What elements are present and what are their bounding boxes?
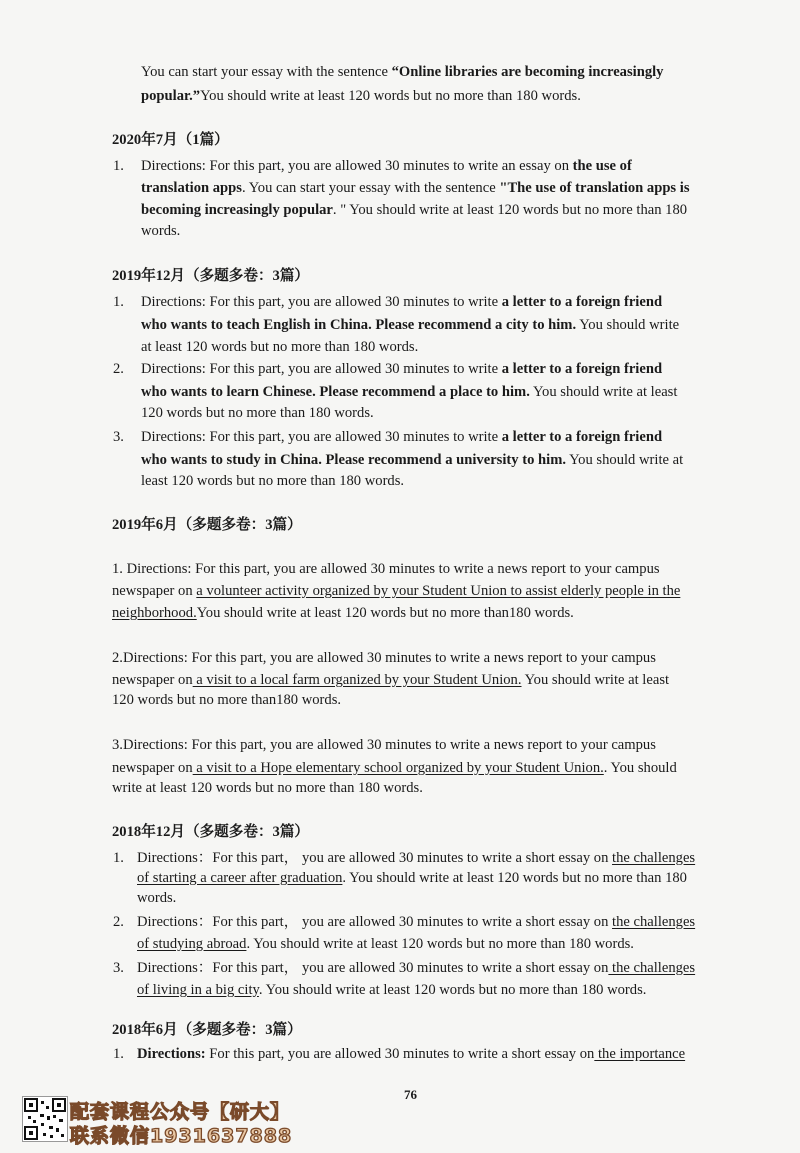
q-line: who wants to learn Chinese. Please recommend a place to him. You should write at least — [141, 384, 678, 400]
section-heading-2020-07: 2020年7月（1篇） — [112, 132, 229, 148]
p-line: 120 words but no more than180 words. — [112, 692, 342, 708]
q-line: who wants to study in China. Please recommend a university to him. You should write at — [141, 452, 684, 468]
q-line: Directions：For this part， you are allowed 30 minutes to write a short essay on the challenges — [137, 960, 696, 976]
item-number: 1. — [113, 158, 124, 174]
item-number: 1. — [113, 850, 124, 866]
q-line: of studying abroad. You should write at least 120 words but no more than 180 words. — [137, 936, 634, 952]
item-number: 1. — [113, 294, 124, 310]
section-heading-2018-06: 2018年6月（多题多卷：3篇） — [112, 1022, 302, 1038]
q-line: 120 words but no more than 180 words. — [141, 405, 374, 421]
item-number: 3. — [113, 429, 124, 445]
intro-line-2: popular.”You should write at least 120 words but no more than 180 words. — [141, 88, 581, 104]
q-line: Directions：For this part， you are allowed 30 minutes to write a short essay on the challenges — [137, 914, 696, 930]
p-line: newspaper on a visit to a Hope elementary school organized by your Student Union.. You should — [112, 760, 677, 776]
q-line: Directions: For this part, you are allowed 30 minutes to write an essay on the use of — [141, 158, 632, 174]
p-line: neighborhood.You should write at least 120 words but no more than180 words. — [112, 605, 574, 621]
q-line: Directions：For this part， you are allowed 30 minutes to write a short essay on the challenges — [137, 850, 696, 866]
q-line: translation apps. You can start your essay with the sentence "The use of translation apps is — [141, 180, 690, 196]
page-number: 76 — [404, 1087, 417, 1102]
q-line: words. — [137, 890, 177, 906]
q-line: of living in a big city. You should write at least 120 words but no more than 180 words. — [137, 982, 647, 998]
q-line: Directions: For this part, you are allowed 30 minutes to write a short essay on the importance — [137, 1046, 686, 1062]
intro-line-1: You can start your essay with the sentence “Online libraries are becoming increasingly — [141, 64, 664, 80]
section-heading-2019-06: 2019年6月（多题多卷：3篇） — [112, 517, 302, 533]
item-number: 3. — [113, 960, 124, 976]
q-line: Directions: For this part, you are allowed 30 minutes to write a letter to a foreign friend — [141, 294, 663, 310]
q-line: becoming increasingly popular. " You should write at least 120 words but no more than 180 — [141, 202, 688, 218]
p-line: 3.Directions: For this part, you are allowed 30 minutes to write a news report to your campus — [112, 737, 656, 753]
item-number: 2. — [113, 914, 124, 930]
q-line: who wants to teach English in China. Please recommend a city to him. You should write — [141, 317, 680, 333]
q-line: words. — [141, 223, 181, 239]
section-heading-2018-12: 2018年12月（多题多卷：3篇） — [112, 824, 310, 840]
p-line: 2.Directions: For this part, you are allowed 30 minutes to write a news report to your campus — [112, 650, 656, 666]
section-heading-2019-12: 2019年12月（多题多卷：3篇） — [112, 268, 310, 284]
item-number: 2. — [113, 361, 124, 377]
q-line: Directions: For this part, you are allowed 30 minutes to write a letter to a foreign friend — [141, 361, 663, 377]
q-line: Directions: For this part, you are allowed 30 minutes to write a letter to a foreign friend — [141, 429, 663, 445]
q-line: of starting a career after graduation. You should write at least 120 words but no more than 180 — [137, 870, 687, 886]
brand-banner-line-1: 配套课程公众号【研大】 — [70, 1101, 291, 1123]
p-line: write at least 120 words but no more than 180 words. — [112, 780, 423, 796]
q-line: at least 120 words but no more than 180 words. — [141, 339, 419, 355]
qr-code-image — [22, 1096, 68, 1142]
p-line: newspaper on a visit to a local farm organized by your Student Union. You should write at least — [112, 672, 670, 688]
q-line: least 120 words but no more than 180 words. — [141, 473, 405, 489]
brand-banner-line-2: 联系微信1931637888 — [70, 1125, 293, 1147]
p-line: 1. Directions: For this part, you are allowed 30 minutes to write a news report to your campus — [112, 561, 660, 577]
p-line: newspaper on a volunteer activity organized by your Student Union to assist elderly people in the — [112, 583, 681, 599]
item-number: 1. — [113, 1046, 124, 1062]
